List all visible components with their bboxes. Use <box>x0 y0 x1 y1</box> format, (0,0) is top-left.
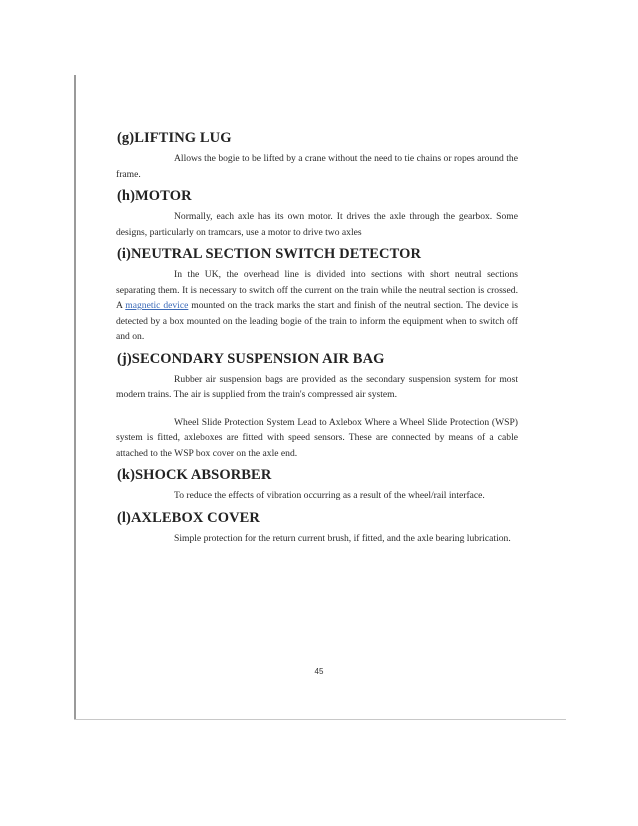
page-left-border <box>74 75 76 720</box>
section-shock-absorber <box>116 467 518 504</box>
section-heading: (i)NEUTRAL SECTION SWITCH DETECTOR <box>117 246 422 262</box>
section-heading: (j)SECONDARY SUSPENSION AIR BAG <box>117 350 385 367</box>
section-body: To reduce the effects of vibration occurring as a result of the wheel/rail interface. <box>174 490 485 501</box>
section-body: Rubber air suspension bags are provided as the secondary suspension system for most modern trains. The air is supplied from the train's compressed air system. <box>116 373 518 400</box>
document-content <box>116 130 518 552</box>
section-body: Normally, each axle has its own motor. It drives the axle through the gearbox. Some designs, particularly on tramcars, use a motor to drive two axles <box>116 211 518 238</box>
section-body: Allows the bogie to be lifted by a crane without the need to tie chains or ropes around the frame. <box>116 153 518 180</box>
section-body: In the UK, the overhead line is divided into sections with short neutral sections separating them. It is necessary to switch off the current on the train while the neutral section is crossed. A magnetic device mounted on the track marks the start and finish of the neutral section. The device is detected by a box mounted on the leading bogie of the train to inform the equipment when to switch off and on. <box>116 269 518 342</box>
section-heading: (g)LIFTING LUG <box>117 130 232 146</box>
magnetic-device-link[interactable]: magnetic device <box>125 300 189 311</box>
section-neutral-section-switch-detector <box>116 246 518 345</box>
section-heading: (l)AXLEBOX COVER <box>117 509 260 526</box>
section-heading: (k)SHOCK ABSORBER <box>117 467 272 483</box>
section-motor <box>116 188 518 240</box>
page-bottom-border <box>74 719 566 720</box>
section-body: Simple protection for the return current brush, if fitted, and the axle bearing lubrication. <box>174 532 511 544</box>
section-axlebox-cover <box>116 510 518 547</box>
section-heading: (h)MOTOR <box>117 188 192 204</box>
page-number: 45 <box>314 667 324 676</box>
section-secondary-suspension-air-bag <box>116 351 518 462</box>
section-body-wsp: Wheel Slide Protection System Lead to Axlebox Where a Wheel Slide Protection (WSP) system is fitted, axleboxes are fitted with speed sensors. These are connected by means of a cable attached to the WSP box cover on the axle end. <box>116 416 518 459</box>
section-lifting-lug <box>116 130 518 182</box>
